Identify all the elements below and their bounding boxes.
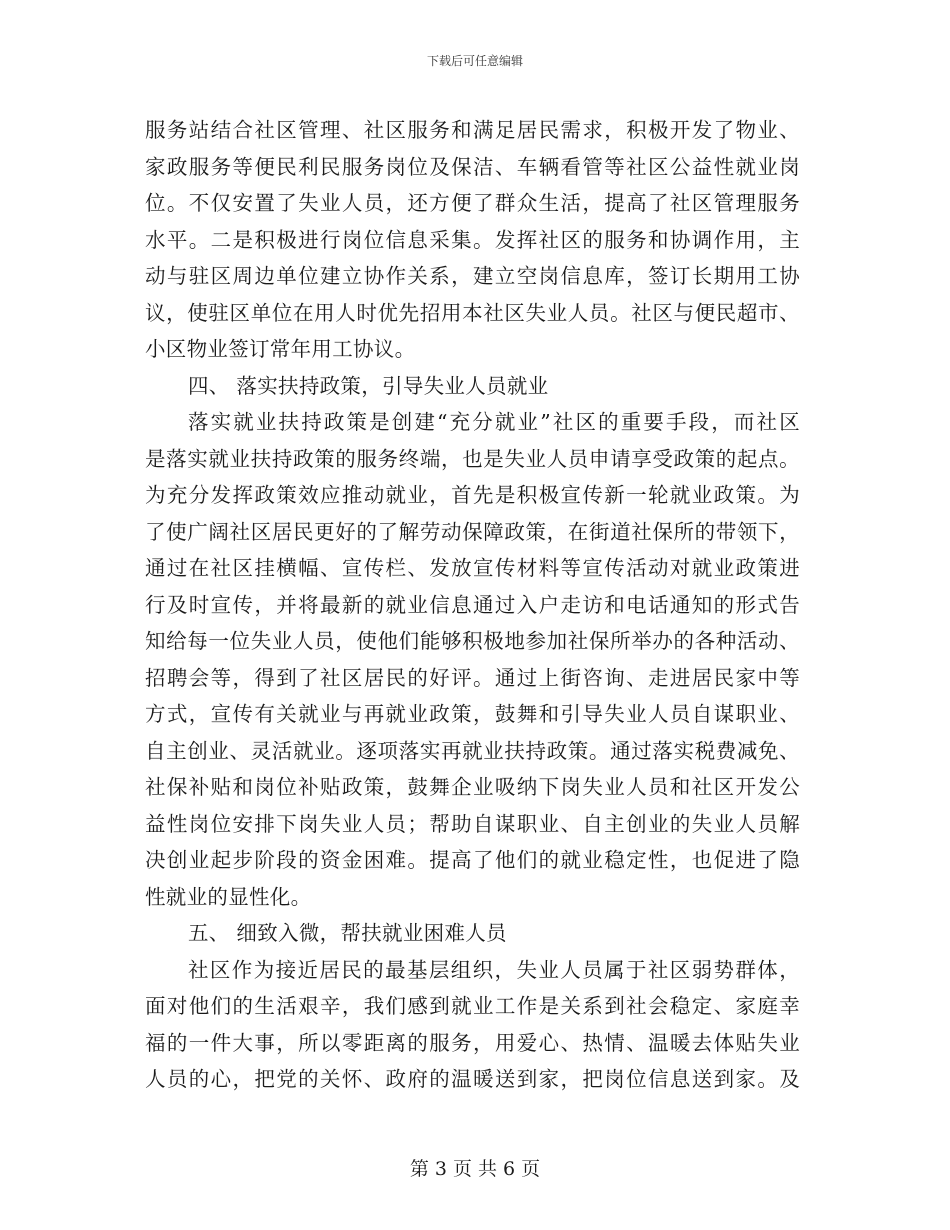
text-line: 自主创业、灵活就业。逐项落实再就业扶持政策。通过落实税费减免、 xyxy=(145,738,800,763)
text-line: 社保补贴和岗位补贴政策，鼓舞企业吸纳下岗失业人员和社区开发公 xyxy=(145,775,800,799)
text-line: 性就业的显性化。 xyxy=(145,884,312,909)
text-line: 落实就业扶持政策是创建“充分就业”社区的重要手段，而社区 xyxy=(188,410,800,434)
text-line: 了使广阔社区居民更好的了解劳动保障政策，在街道社保所的带领下， xyxy=(145,519,800,544)
text-line: 动与驻区周边单位建立协作关系，建立空岗信息库，签订长期用工协 xyxy=(145,264,800,288)
text-line: 益性岗位安排下岗失业人员；帮助自谋职业、自主创业的失业人员解 xyxy=(145,811,800,836)
text-line: 小区物业签订常年用工协议。 xyxy=(145,337,416,361)
text-line: 福的一件大事，所以零距离的服务，用爱心、热情、温暖去体贴失业 xyxy=(145,1030,800,1055)
text-line: 人员的心，把党的关怀、政府的温暖送到家，把岗位信息送到家。及 xyxy=(145,1067,800,1091)
text-line: 招聘会等，得到了社区居民的好评。通过上街咨询、走进居民家中等 xyxy=(145,665,800,690)
section-heading: 五、 细致入微，帮扶就业困难人员 xyxy=(188,921,507,945)
text-line: 面对他们的生活艰辛，我们感到就业工作是关系到社会稳定、家庭幸 xyxy=(145,994,800,1018)
text-line: 是落实就业扶持政策的服务终端，也是失业人员申请享受政策的起点。 xyxy=(145,446,800,471)
document-body xyxy=(145,112,800,1098)
text-line: 通过在社区挂横幅、宣传栏、发放宣传材料等宣传活动对就业政策进 xyxy=(145,556,800,580)
text-line: 议，使驻区单位在用人时优先招用本社区失业人员。社区与便民超市、 xyxy=(145,300,800,325)
text-line: 方式，宣传有关就业与再就业政策，鼓舞和引导失业人员自谋职业、 xyxy=(145,702,800,726)
text-line: 行及时宣传，并将最新的就业信息通过入户走访和电话通知的形式告 xyxy=(145,592,800,617)
text-line: 水平。二是积极进行岗位信息采集。发挥社区的服务和协调作用，主 xyxy=(145,227,800,252)
text-line: 社区作为接近居民的最基层组织，失业人员属于社区弱势群体， xyxy=(188,957,800,982)
text-line: 家政服务等便民利民服务岗位及保洁、车辆看管等社区公益性就业岗 xyxy=(145,154,800,179)
page-footer: 第 3 页 共 6 页 xyxy=(409,1158,541,1180)
section-heading: 四、 落实扶持政策，引导失业人员就业 xyxy=(188,373,549,398)
text-line: 服务站结合社区管理、社区服务和满足居民需求，积极开发了物业、 xyxy=(145,118,800,142)
text-line: 决创业起步阶段的资金困难。提高了他们的就业稳定性，也促进了隐 xyxy=(145,848,800,872)
text-line: 位。不仅安置了失业人员，还方便了群众生活，提高了社区管理服务 xyxy=(145,191,800,215)
text-line: 知给每一位失业人员，使他们能够积极地参加社保所举办的各种活动、 xyxy=(145,629,800,653)
text-line: 为充分发挥政策效应推动就业，首先是积极宣传新一轮就业政策。为 xyxy=(145,483,800,507)
page-header: 下载后可任意编辑 xyxy=(426,54,523,68)
